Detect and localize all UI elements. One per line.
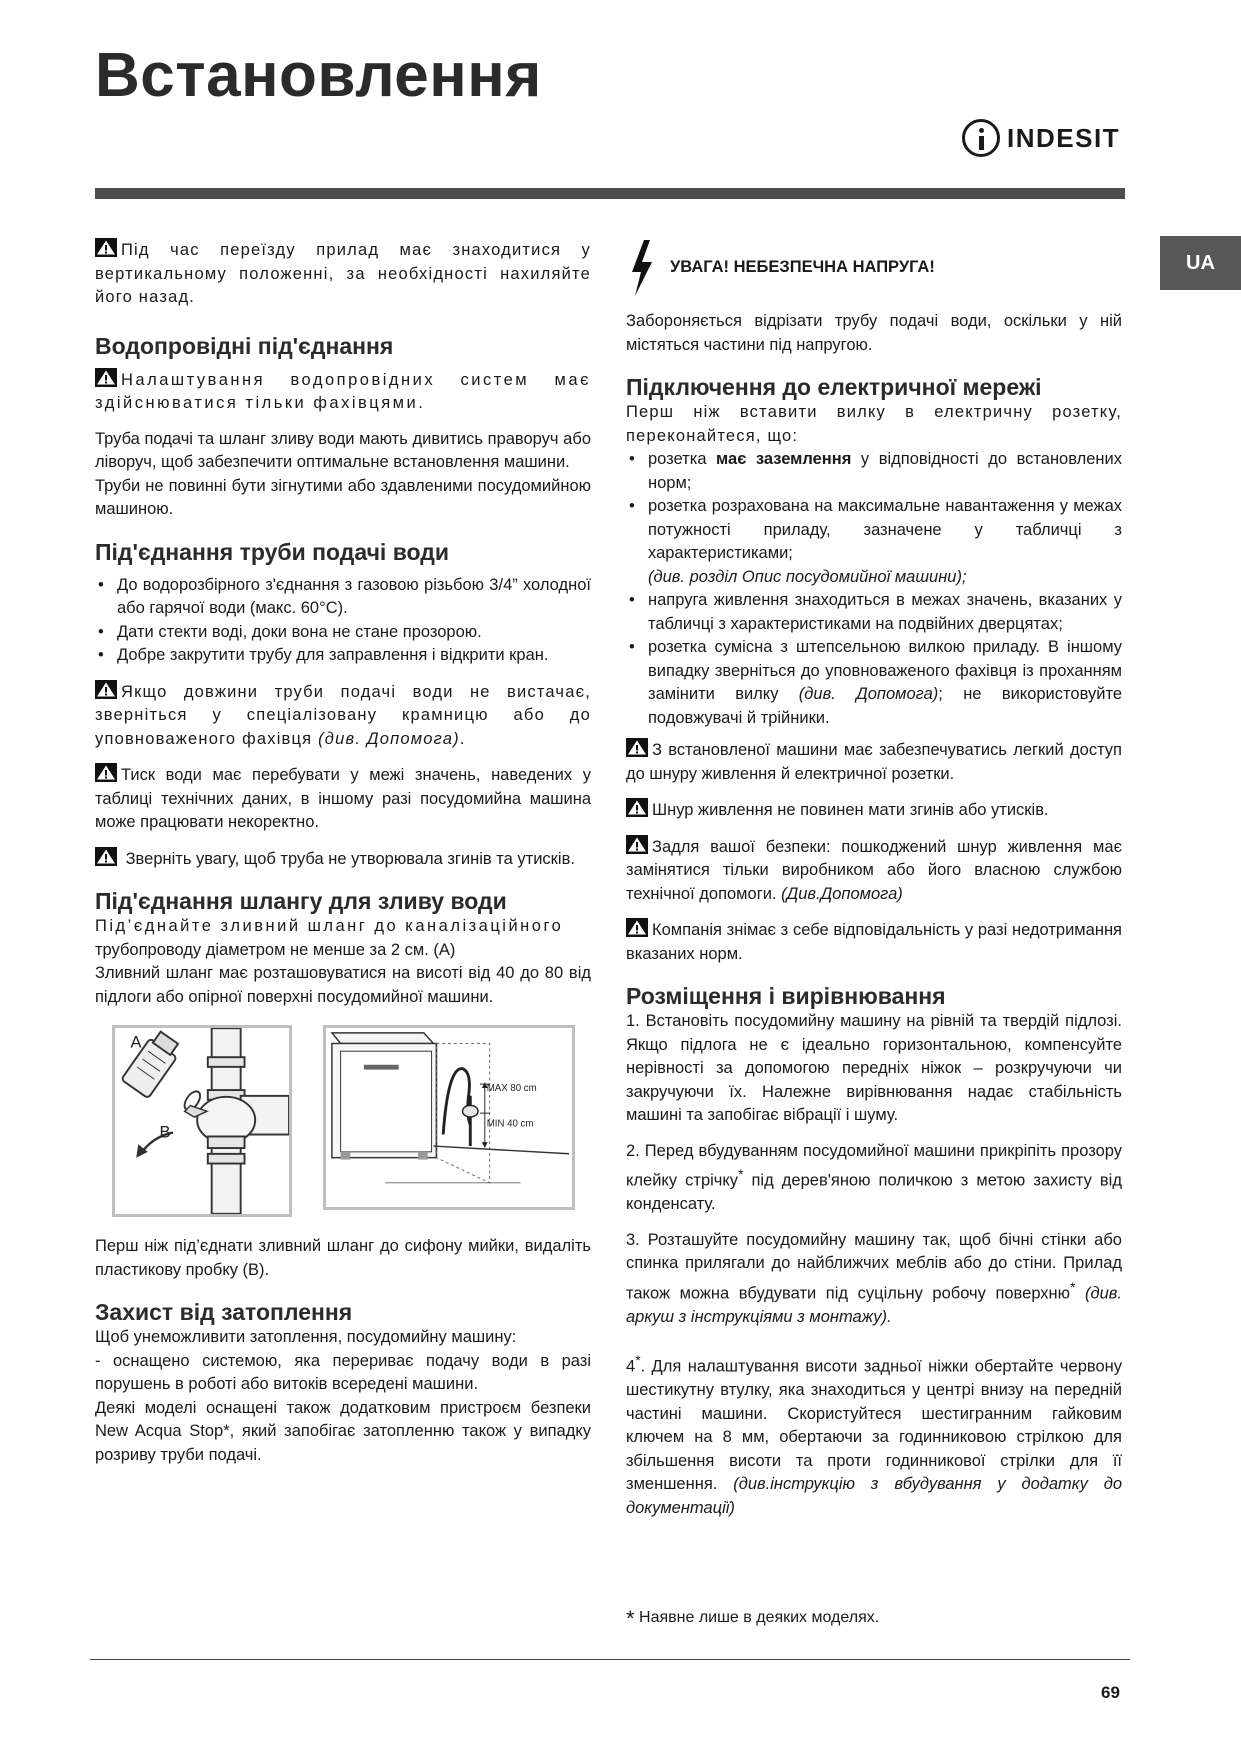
mounting-reference: (див. аркуш з інструкціями з монтажу). [626,1284,1122,1326]
electric-warning-1-text: З встановленої машини має забезпечуватись легкий доступ до шнуру живлення й електричної розетки. [626,741,1122,783]
list-item: • Добре закрутити трубу для заправлення і відкрити кран. [95,644,591,668]
step-text: 2. Перед вбудуванням посудомийної машини прикріпіть прозору клейку стрічку [626,1141,1122,1190]
intro-warning [95,238,591,310]
description-reference: (див. розділ Опис посудомийної машини); [648,567,967,586]
siphon-figure [112,1025,292,1217]
electric-warning-4 [626,918,1122,966]
list-item: • До водорозбірного з'єднання з газовою різьбою 3/4” холодної або гарячої води (макс. 60°С). [95,574,591,621]
drain-para-2: Зливний шланг має розташовуватися на висоті від 40 до 80 від підлоги або опірної поверхні посудомийної машини. [95,964,591,1006]
siphon-illustration [115,1028,289,1214]
placement-step-3 [626,1229,1122,1330]
placement-step-1: 1. Встановіть посудомийну машину на рівній та твердій підлозі. Якщо підлога не є ідеально горизонтальною, компенсуйте нерівності за допомогою передніх ніжок – розкручуючи чи закручуючи їх. Належне вирівнювання надає стабільність машині та запобігає вібрації і шуму. [626,1012,1122,1124]
drain-para-3: Перш ніж під’єднати зливний шланг до сифону мийки, видаліть пластикову пробку (B). [95,1237,591,1279]
list-item [626,495,1122,589]
step-number: 4 [626,1357,636,1376]
max-height-label: MAX 80 cm [486,1082,537,1094]
label-b: B [159,1123,171,1142]
indesit-logo-icon [962,119,1000,157]
drain-para-1: Під’єднайте зливний шланг до каналізаційного [95,917,564,935]
danger-para: Забороняється відрізати трубу подачі води, оскільки у ній містяться частини під напругою. [626,312,1122,354]
left-column [95,238,591,1479]
warning-icon [626,835,648,854]
header-divider [95,188,1125,199]
footnote-star: * [626,1606,635,1631]
list-item-text: ; не використовуйте подовжувачі й трійники. [648,685,1122,727]
brand-logo [962,118,1120,158]
footnote [626,1606,879,1632]
water-warning [95,368,591,416]
drain-para-1b: трубопроводу діаметром не менше за 2 см. (A) [95,940,456,959]
list-item-text: розетка сумісна з штепсельною вилкою приладу. В іншому випадку зверніться до уповноваженого фахівця із проханням замінити вилку [648,638,1122,703]
electric-warning-2-text: Шнур живлення не повинен мати згинів або утисків. [652,801,1049,819]
warning-icon [95,680,117,699]
list-item: • Дати стекти воді, доки вона не стане прозорою. [95,621,591,645]
footnote-star: * [635,1353,641,1368]
footnote-star: * [738,1167,744,1182]
electric-heading: Підключення до електричної мережі [626,374,1042,400]
warning-icon [95,238,117,257]
warning-icon [95,763,117,782]
warning-icon [95,368,117,387]
grounding-emphasis: має заземлення [716,450,852,468]
brand-name: INDESIT [1007,122,1121,153]
supply-warning-2 [95,763,591,835]
help-reference: (Див.Допомога) [781,884,903,903]
builtin-reference: (див.інструкцію з вбудування у додатку до документації) [626,1475,1122,1517]
water-warning-text: Налаштування водопровідних систем має здійснюватися тільки фахівцями. [95,370,591,412]
help-reference: (див. Допомога) [318,729,460,748]
page-title: Встановлення [95,41,542,110]
help-reference: (див. Допомога) [798,685,939,703]
language-tab: UA [1160,236,1241,290]
footnote-star: * [1070,1279,1076,1295]
warning-icon [626,918,648,937]
label-a: A [130,1033,142,1052]
supply-warning-3-text: Зверніть увагу, щоб труба не утворювала згинів та утисків. [125,849,575,868]
electric-warning-3 [626,835,1122,907]
water-para-1: Труба подачі та шланг зливу води мають дивитись праворуч або ліворуч, щоб забезпечити оптимальне встановлення машини. [95,429,591,471]
right-column [626,238,1122,1532]
danger-notice [626,238,1122,298]
supply-warning-1-text: Якщо довжини труби подачі води не вистачає, зверніться у спеціалізовану крамницю або до уповноваженого фахівця [95,682,591,748]
water-para-2: Труби не повинні бути зігнутими або здавленими посудомийною машиною. [95,476,591,518]
min-height-label: MIN 40 cm [486,1118,534,1130]
list-item-text: розетка розрахована на максимальне навантаження у межах потужності приладу, зазначене у табличці з характеристиками; [648,497,1122,562]
drain-heading: Під'єднання шлангу для зливу води [95,888,507,914]
warning-icon [626,738,648,757]
step-text: . Для налаштування висоти задньої ніжки обертайте червону шестикутну втулку, яка знаходиться у центрі внизу на передній частині машини. Скористуйтеся шестигранним гайковим ключем на 8 мм, обертаючи за годинниковою стрілкою для збільшення висоти та проти годинникової стрілки для її зменшення. [626,1357,1122,1493]
step-text: під дерев'яною поличкою з метою захисту від конденсату. [626,1171,1122,1213]
high-voltage-icon [626,240,656,296]
supply-heading: Під'єднання труби подачі води [95,538,450,565]
electric-warning-1 [626,738,1122,786]
placement-step-2 [626,1140,1122,1217]
electric-list [626,448,1122,730]
list-item [626,636,1122,730]
supply-warning-3 [95,847,591,872]
step-text: 3. Розташуйте посудомийну машину так, щоб бічні стінки або спинка прилягали до найближчих меблів або до стіни. Прилад також можна вбудувати під суцільну робочу поверхню [626,1230,1122,1302]
list-item-text: розетка [648,450,707,468]
dishwasher-height-illustration [326,1028,572,1207]
electric-intro: Перш ніж вставити вилку в електричну розетку, переконайтеся, що: [626,403,1122,445]
electric-warning-3-text: Задля вашої безпеки: пошкоджений шнур живлення має замінятися тільки виробником або його власною службою технічної допомоги. [626,837,1122,903]
electric-warning-4-text: Компанія знімає з себе відповідальність у разі недотримання вказаних норм. [626,921,1122,963]
warning-icon [95,847,117,866]
drain-figures [95,1019,591,1227]
list-item: • напруга живлення знаходиться в межах значень, вказаних у табличці з характеристиками на подвійних дверцятах; [626,589,1122,636]
page-number: 69 [1101,1683,1120,1702]
supply-list [95,574,591,668]
danger-text: УВАГА! НЕБЕЗПЕЧНА НАПРУГА! [670,258,935,277]
list-item-text: у відповідності до встановлених норм; [648,450,1123,492]
water-heading: Водопровідні під'єднання [95,332,394,359]
footer-divider [90,1659,1130,1660]
placement-heading: Розміщення і вирівнювання [626,983,946,1009]
footnote-text: Наявне лише в деяких моделях. [639,1609,880,1626]
supply-warning-2-text: Тиск води має перебувати у межі значень, наведених у таблиці технічних даних, в іншому разі посудомийна машина може працювати некоректно. [95,766,591,831]
flood-para-1: Щоб унеможливити затоплення, посудомийну машину: [95,1328,517,1346]
flood-heading: Захист від затоплення [95,1299,353,1325]
intro-text: Під час переїзду прилад має знаходитися у вертикальному положенні, за необхідності нахиляйте його назад. [95,241,591,306]
supply-warning-1: Якщо довжини труби подачі води не вистачає, зверніться у спеціалізовану крамницю або до уповноваженого фахівця (див. Допомога). [95,680,591,752]
dishwasher-height-figure [323,1025,575,1210]
list-item [626,448,1122,495]
warning-icon [626,798,648,817]
electric-warning-2 [626,798,1122,823]
placement-step-4 [626,1349,1122,1520]
flood-para-3: Деякі моделі оснащені також додатковим пристроєм безпеки New Acqua Stop*, який запобігає затопленню також у випадку розриву труби подачі. [95,1398,591,1464]
flood-para-2: - оснащено системою, яка перериває подачу води в разі порушень в роботі або витоків всередені машини. [95,1351,591,1393]
